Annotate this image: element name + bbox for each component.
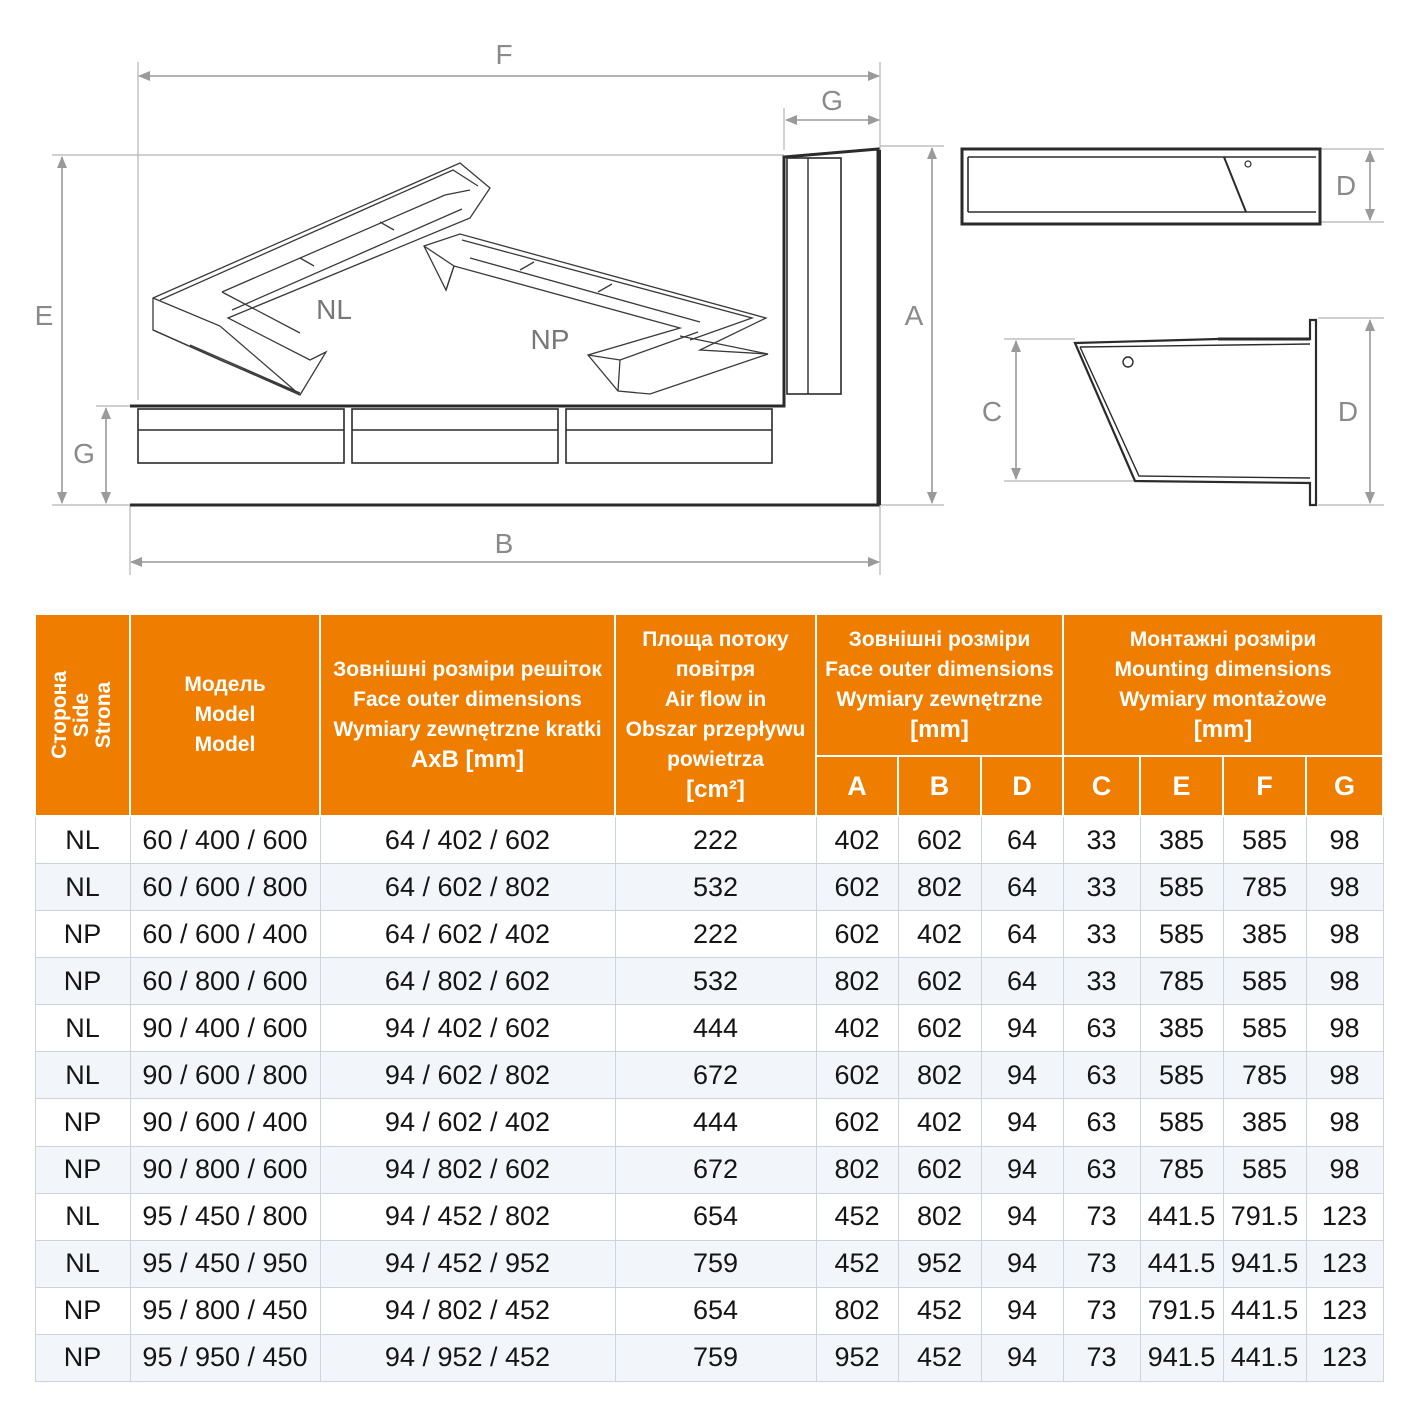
cell-f: 441.5	[1223, 1334, 1306, 1381]
cell-c: 33	[1063, 958, 1140, 1005]
cell-b: 602	[898, 1146, 981, 1193]
cell-f: 385	[1223, 1099, 1306, 1146]
dim-label-a: A	[904, 300, 924, 331]
cell-a: 802	[816, 1146, 898, 1193]
cell-g: 98	[1306, 864, 1383, 911]
dim-label-d-side: D	[1337, 396, 1359, 427]
cell-model: 95 / 450 / 950	[130, 1240, 320, 1287]
cell-face-dimensions: 64 / 602 / 402	[320, 911, 615, 958]
table-row	[35, 1193, 1383, 1240]
cell-g: 123	[1306, 1240, 1383, 1287]
cell-d: 94	[981, 1099, 1063, 1146]
cell-d: 94	[981, 1193, 1063, 1240]
cell-side: NL	[35, 864, 130, 911]
cell-b: 802	[898, 864, 981, 911]
cell-airflow: 759	[615, 1334, 816, 1381]
cell-airflow: 654	[615, 1193, 816, 1240]
table-row	[35, 816, 1383, 864]
cell-g: 98	[1306, 958, 1383, 1005]
cell-g: 123	[1306, 1334, 1383, 1381]
cell-f: 941.5	[1223, 1240, 1306, 1287]
cell-b: 802	[898, 1052, 981, 1099]
table-row	[35, 911, 1383, 958]
cell-face-dimensions: 64 / 602 / 802	[320, 864, 615, 911]
cell-airflow: 222	[615, 816, 816, 864]
cell-f: 585	[1223, 816, 1306, 864]
cell-f: 585	[1223, 958, 1306, 1005]
table-row	[35, 1334, 1383, 1381]
cell-model: 95 / 450 / 800	[130, 1193, 320, 1240]
dim-label-d-top: D	[1335, 170, 1357, 201]
cell-c: 73	[1063, 1334, 1140, 1381]
cell-g: 123	[1306, 1287, 1383, 1334]
cell-side: NP	[35, 1099, 130, 1146]
dim-label-e: E	[34, 300, 54, 331]
cell-side: NP	[35, 958, 130, 1005]
cell-b: 452	[898, 1334, 981, 1381]
cell-e: 791.5	[1140, 1287, 1223, 1334]
cell-d: 94	[981, 1052, 1063, 1099]
header-model: Модель Model Model	[130, 614, 320, 816]
cell-d: 94	[981, 1334, 1063, 1381]
cell-c: 73	[1063, 1193, 1140, 1240]
cell-g: 98	[1306, 816, 1383, 864]
cell-airflow: 759	[615, 1240, 816, 1287]
cell-airflow: 222	[615, 911, 816, 958]
cell-d: 64	[981, 864, 1063, 911]
cell-face-dimensions: 94 / 602 / 402	[320, 1099, 615, 1146]
cell-a: 802	[816, 1287, 898, 1334]
cell-b: 602	[898, 1005, 981, 1052]
cell-f: 585	[1223, 1146, 1306, 1193]
cell-face-dimensions: 64 / 402 / 602	[320, 816, 615, 864]
header-g: G	[1306, 756, 1383, 816]
cell-side: NL	[35, 1240, 130, 1287]
cell-side: NP	[35, 1334, 130, 1381]
cell-d: 94	[981, 1146, 1063, 1193]
cell-g: 98	[1306, 1052, 1383, 1099]
cell-a: 952	[816, 1334, 898, 1381]
cell-b: 452	[898, 1287, 981, 1334]
cell-model: 95 / 950 / 450	[130, 1334, 320, 1381]
cell-d: 94	[981, 1005, 1063, 1052]
header-airflow: Площа потоку повітря Air flow in Obszar przepływu powietrza [cm²]	[615, 614, 816, 816]
cell-b: 402	[898, 1099, 981, 1146]
cell-side: NP	[35, 911, 130, 958]
technical-drawing	[0, 0, 1417, 600]
cell-model: 60 / 600 / 800	[130, 864, 320, 911]
cell-g: 98	[1306, 911, 1383, 958]
cell-side: NL	[35, 1193, 130, 1240]
cell-face-dimensions: 94 / 452 / 952	[320, 1240, 615, 1287]
header-c: C	[1063, 756, 1140, 816]
cell-a: 602	[816, 911, 898, 958]
cell-airflow: 532	[615, 958, 816, 1005]
dim-label-c: C	[981, 396, 1003, 427]
cell-airflow: 654	[615, 1287, 816, 1334]
header-d: D	[981, 756, 1063, 816]
cell-face-dimensions: 94 / 952 / 452	[320, 1334, 615, 1381]
cell-face-dimensions: 94 / 402 / 602	[320, 1005, 615, 1052]
header-outer-dimensions: Зовнішні розміри Face outer dimensions Wymiary zewnętrzne [mm]	[816, 614, 1063, 756]
dim-label-g-top: G	[821, 85, 843, 116]
header-a: A	[816, 756, 898, 816]
cell-c: 73	[1063, 1287, 1140, 1334]
header-mounting-dimensions: Монтажні розміри Mounting dimensions Wymiary montażowe [mm]	[1063, 614, 1383, 756]
cell-e: 585	[1140, 1099, 1223, 1146]
header-e: E	[1140, 756, 1223, 816]
cell-e: 785	[1140, 958, 1223, 1005]
cell-b: 402	[898, 911, 981, 958]
cell-face-dimensions: 94 / 802 / 452	[320, 1287, 615, 1334]
cell-b: 952	[898, 1240, 981, 1287]
cell-g: 123	[1306, 1193, 1383, 1240]
cell-e: 585	[1140, 911, 1223, 958]
cell-b: 602	[898, 816, 981, 864]
cell-e: 941.5	[1140, 1334, 1223, 1381]
cell-model: 90 / 600 / 400	[130, 1099, 320, 1146]
cell-face-dimensions: 94 / 452 / 802	[320, 1193, 615, 1240]
header-face-dimensions: Зовнішні розміри решіток Face outer dimensions Wymiary zewnętrzne kratki AxB [mm]	[320, 614, 615, 816]
cell-g: 98	[1306, 1005, 1383, 1052]
cell-a: 802	[816, 958, 898, 1005]
cell-e: 585	[1140, 864, 1223, 911]
cell-f: 785	[1223, 864, 1306, 911]
cell-f: 585	[1223, 1005, 1306, 1052]
cell-airflow: 672	[615, 1052, 816, 1099]
cell-d: 64	[981, 816, 1063, 864]
cell-face-dimensions: 64 / 802 / 602	[320, 958, 615, 1005]
cell-model: 95 / 800 / 450	[130, 1287, 320, 1334]
cell-side: NL	[35, 1005, 130, 1052]
cell-face-dimensions: 94 / 602 / 802	[320, 1052, 615, 1099]
dim-label-g-left: G	[73, 438, 95, 469]
table-row	[35, 1099, 1383, 1146]
cell-b: 802	[898, 1193, 981, 1240]
cell-b: 602	[898, 958, 981, 1005]
table-row	[35, 958, 1383, 1005]
cell-a: 402	[816, 816, 898, 864]
cell-d: 64	[981, 911, 1063, 958]
cell-d: 64	[981, 958, 1063, 1005]
cell-model: 90 / 400 / 600	[130, 1005, 320, 1052]
cell-model: 90 / 800 / 600	[130, 1146, 320, 1193]
cell-f: 385	[1223, 911, 1306, 958]
cell-e: 585	[1140, 1052, 1223, 1099]
cell-airflow: 532	[615, 864, 816, 911]
cell-model: 60 / 800 / 600	[130, 958, 320, 1005]
table-row	[35, 1287, 1383, 1334]
cell-airflow: 672	[615, 1146, 816, 1193]
cell-side: NP	[35, 1146, 130, 1193]
cell-a: 602	[816, 1099, 898, 1146]
cell-a: 452	[816, 1240, 898, 1287]
cell-a: 402	[816, 1005, 898, 1052]
cell-f: 785	[1223, 1052, 1306, 1099]
cell-g: 98	[1306, 1146, 1383, 1193]
cell-c: 73	[1063, 1240, 1140, 1287]
dimensions-table	[34, 613, 1384, 1382]
dim-label-b: B	[494, 528, 514, 559]
cell-e: 385	[1140, 816, 1223, 864]
table-row	[35, 1005, 1383, 1052]
header-side: Сторона Side Strona	[35, 614, 130, 816]
cell-e: 385	[1140, 1005, 1223, 1052]
cell-c: 63	[1063, 1146, 1140, 1193]
cell-e: 441.5	[1140, 1193, 1223, 1240]
cell-a: 452	[816, 1193, 898, 1240]
cell-c: 33	[1063, 911, 1140, 958]
cell-a: 602	[816, 1052, 898, 1099]
cell-f: 791.5	[1223, 1193, 1306, 1240]
dim-label-f: F	[495, 39, 513, 70]
cell-c: 33	[1063, 816, 1140, 864]
table-row	[35, 864, 1383, 911]
table-row	[35, 1240, 1383, 1287]
cell-side: NP	[35, 1287, 130, 1334]
cell-c: 63	[1063, 1005, 1140, 1052]
cell-c: 63	[1063, 1052, 1140, 1099]
cell-e: 441.5	[1140, 1240, 1223, 1287]
cell-side: NL	[35, 1052, 130, 1099]
header-b: B	[898, 756, 981, 816]
table-row	[35, 1146, 1383, 1193]
header-f: F	[1223, 756, 1306, 816]
cell-model: 60 / 600 / 400	[130, 911, 320, 958]
cell-airflow: 444	[615, 1099, 816, 1146]
cell-d: 94	[981, 1287, 1063, 1334]
cell-airflow: 444	[615, 1005, 816, 1052]
cell-g: 98	[1306, 1099, 1383, 1146]
model-label-nl: NL	[316, 294, 352, 325]
cell-a: 602	[816, 864, 898, 911]
cell-f: 441.5	[1223, 1287, 1306, 1334]
model-label-np: NP	[530, 324, 570, 355]
cell-c: 63	[1063, 1099, 1140, 1146]
cell-e: 785	[1140, 1146, 1223, 1193]
table-row	[35, 1052, 1383, 1099]
cell-model: 90 / 600 / 800	[130, 1052, 320, 1099]
cell-face-dimensions: 94 / 802 / 602	[320, 1146, 615, 1193]
table-body	[35, 816, 1383, 1382]
cell-c: 33	[1063, 864, 1140, 911]
cell-model: 60 / 400 / 600	[130, 816, 320, 864]
cell-side: NL	[35, 816, 130, 864]
cell-d: 94	[981, 1240, 1063, 1287]
